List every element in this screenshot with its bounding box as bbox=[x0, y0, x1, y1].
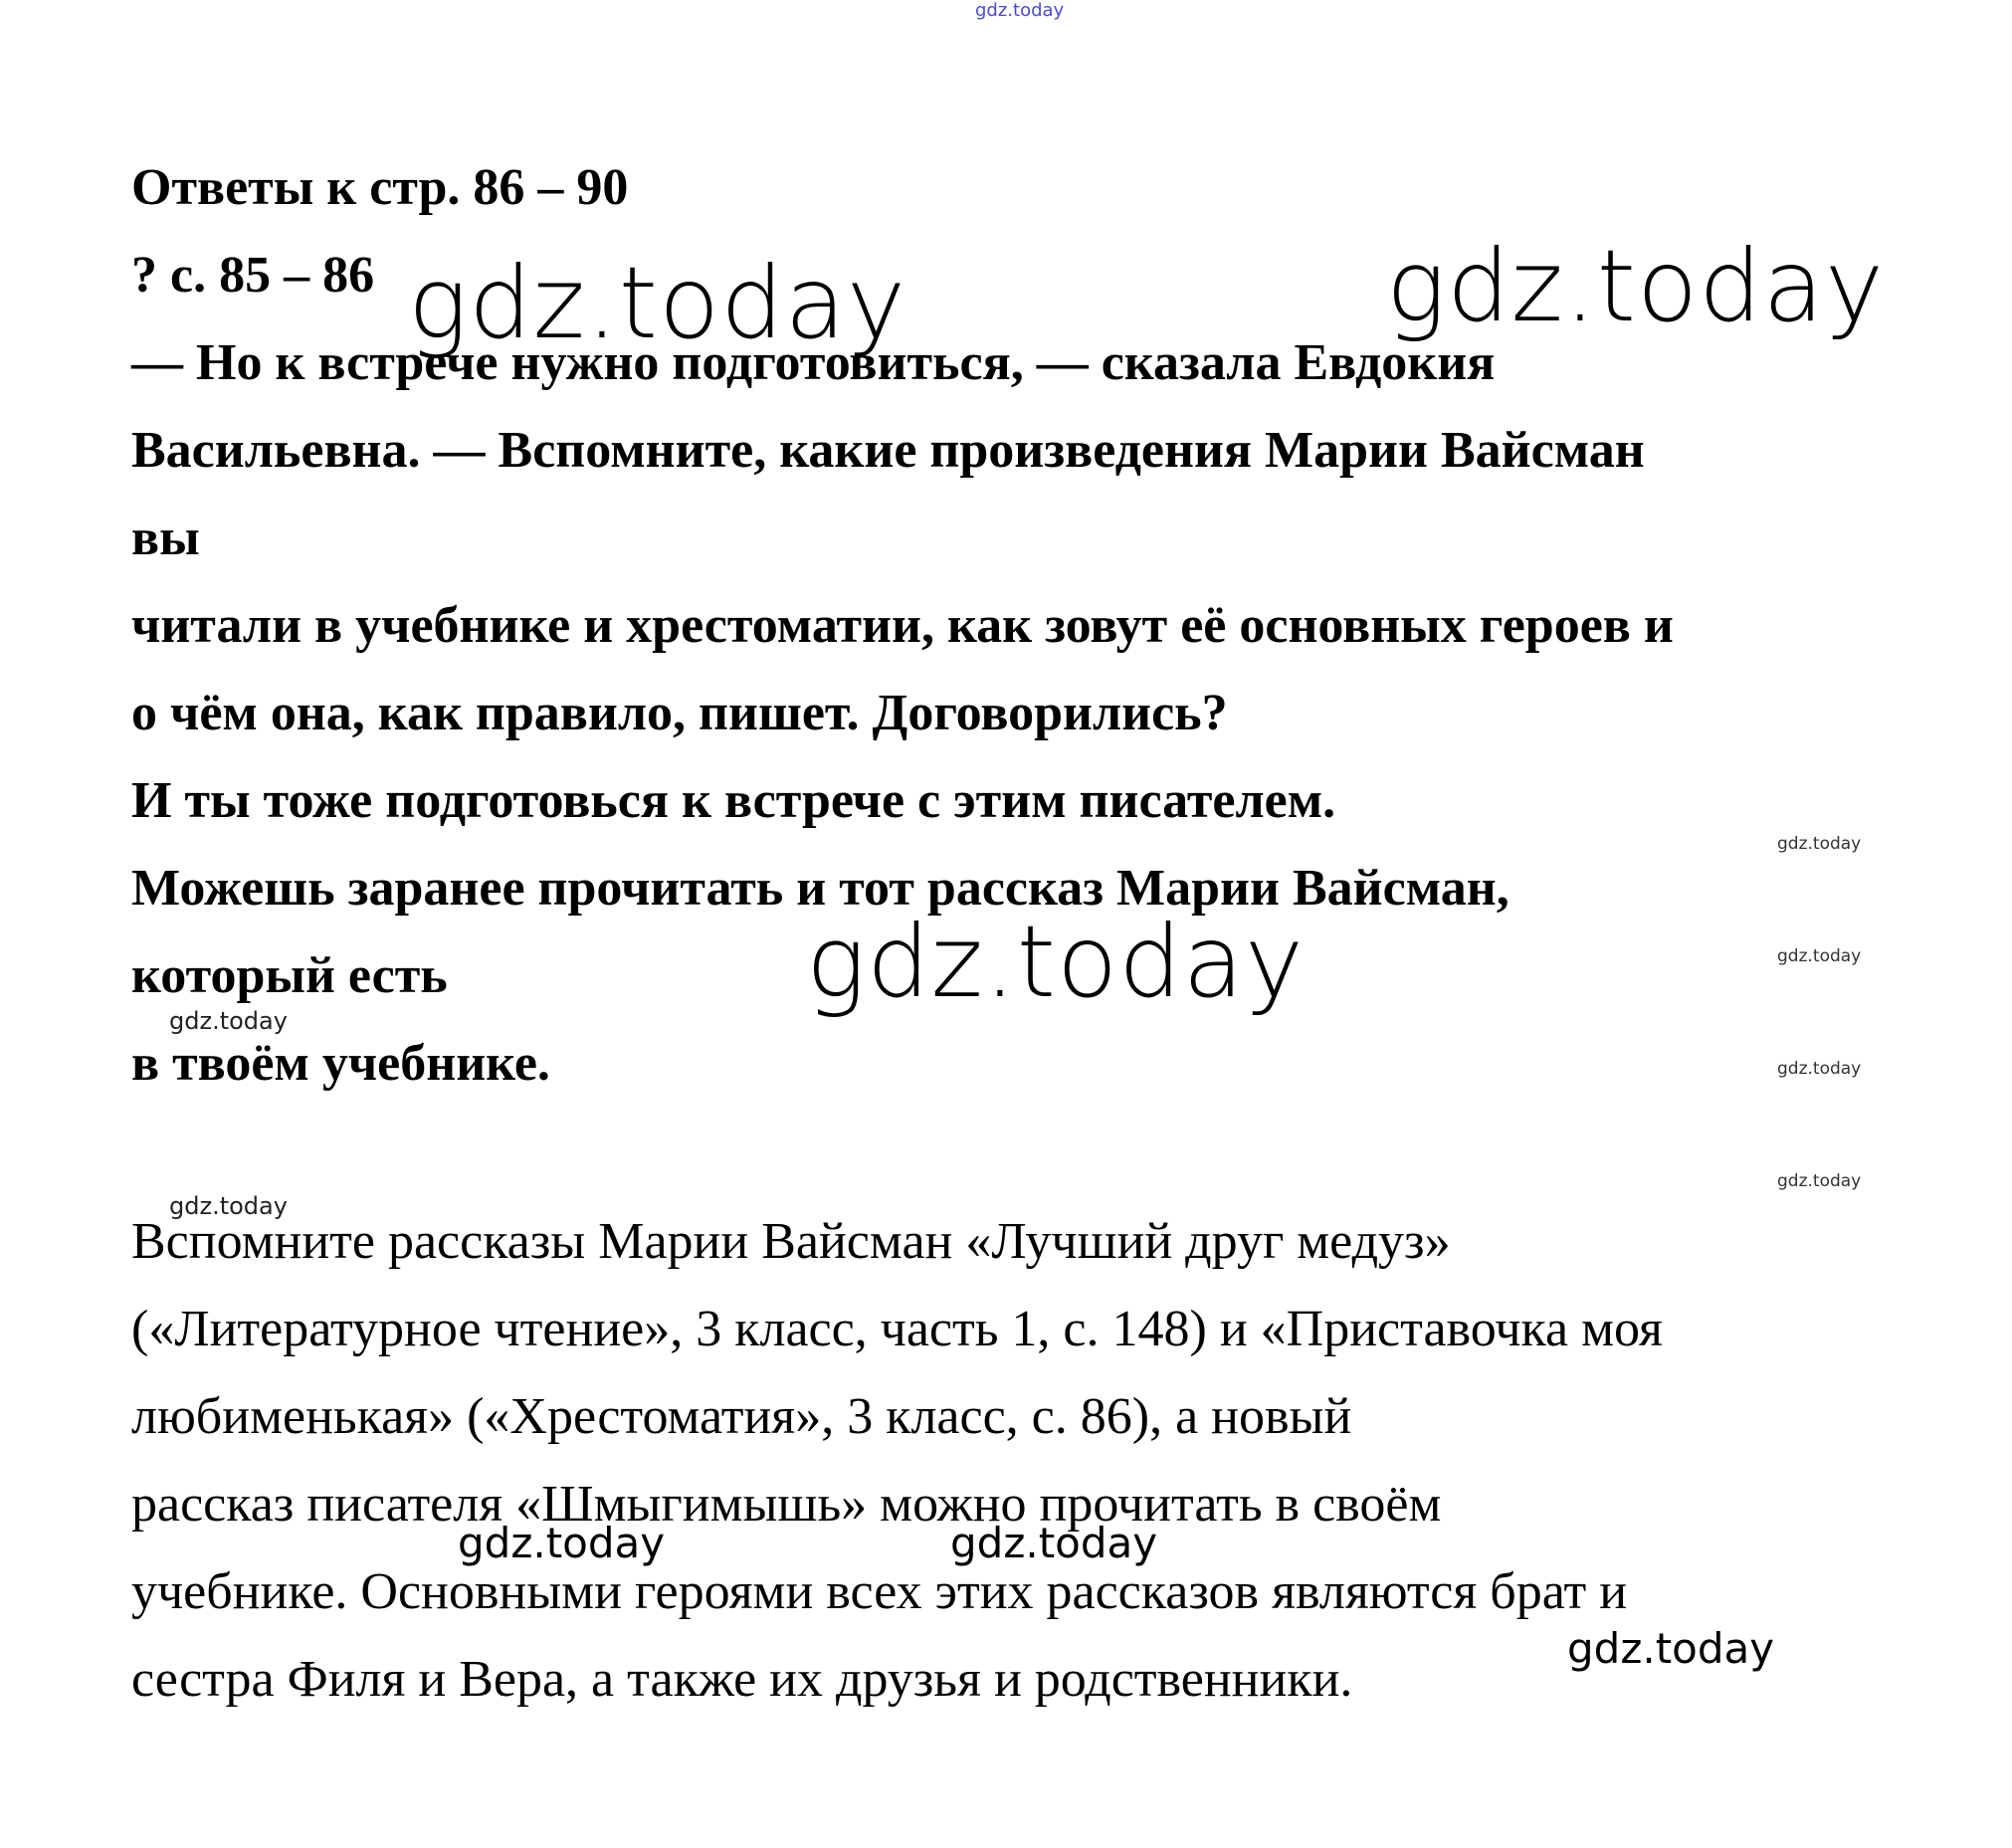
watermark-large-1: gdz.today bbox=[408, 245, 907, 361]
answer-line-4: рассказ писателя «Шмыгимышь» можно прочитать в своём bbox=[131, 1476, 1442, 1533]
watermark-medium-1: gdz.today bbox=[458, 1519, 666, 1567]
section-label: ? с. 85 – 86 bbox=[131, 247, 375, 304]
watermark-top: gdz.today bbox=[975, 0, 1065, 21]
question-line-1: — Но к встрече нужно подготовиться, — сказала Евдокия bbox=[131, 334, 1496, 391]
answer-line-3: любименькая» («Хрестоматия», 3 класс, с. 86), а новый bbox=[131, 1388, 1352, 1445]
watermark-tiny-1: gdz.today bbox=[1777, 834, 1862, 854]
question-line-6: И ты тоже подготовься к встрече с этим писателем. bbox=[131, 772, 1336, 829]
question-line-5: о чём она, как правило, пишет. Договорились? bbox=[131, 685, 1228, 741]
answer-line-2: («Литературное чтение», 3 класс, часть 1, с. 148) и «Приставочка моя bbox=[131, 1301, 1663, 1357]
watermark-small-2: gdz.today bbox=[169, 1192, 288, 1220]
question-line-8: который есть bbox=[131, 947, 448, 1004]
question-line-2: Васильевна. — Вспомните, какие произведения Марии Вайсман bbox=[131, 422, 1645, 479]
answer-line-5: учебнике. Основными героями всех этих рассказов являются брат и bbox=[131, 1563, 1628, 1620]
question-line-4: читали в учебнике и хрестоматии, как зовут её основных героев и bbox=[131, 597, 1674, 654]
watermark-tiny-4: gdz.today bbox=[1777, 1171, 1862, 1191]
watermark-tiny-2: gdz.today bbox=[1777, 946, 1862, 966]
watermark-large-3: gdz.today bbox=[806, 904, 1306, 1020]
answer-line-1: Вспомните рассказы Марии Вайсман «Лучший друг медуз» bbox=[131, 1213, 1451, 1270]
answer-line-6: сестра Филя и Вера, а также их друзья и родственники. bbox=[131, 1651, 1353, 1708]
question-line-9: в твоём учебнике. bbox=[131, 1035, 550, 1092]
watermark-small-1: gdz.today bbox=[169, 1007, 288, 1035]
question-line-3: вы bbox=[131, 510, 200, 566]
watermark-tiny-3: gdz.today bbox=[1777, 1059, 1862, 1079]
watermark-medium-2: gdz.today bbox=[950, 1519, 1158, 1567]
question-line-7: Можешь заранее прочитать и тот рассказ Марии Вайсман, bbox=[131, 860, 1509, 917]
watermark-medium-3: gdz.today bbox=[1567, 1624, 1775, 1673]
watermark-large-2: gdz.today bbox=[1386, 228, 1886, 344]
page-title: Ответы к стр. 86 – 90 bbox=[131, 159, 629, 216]
